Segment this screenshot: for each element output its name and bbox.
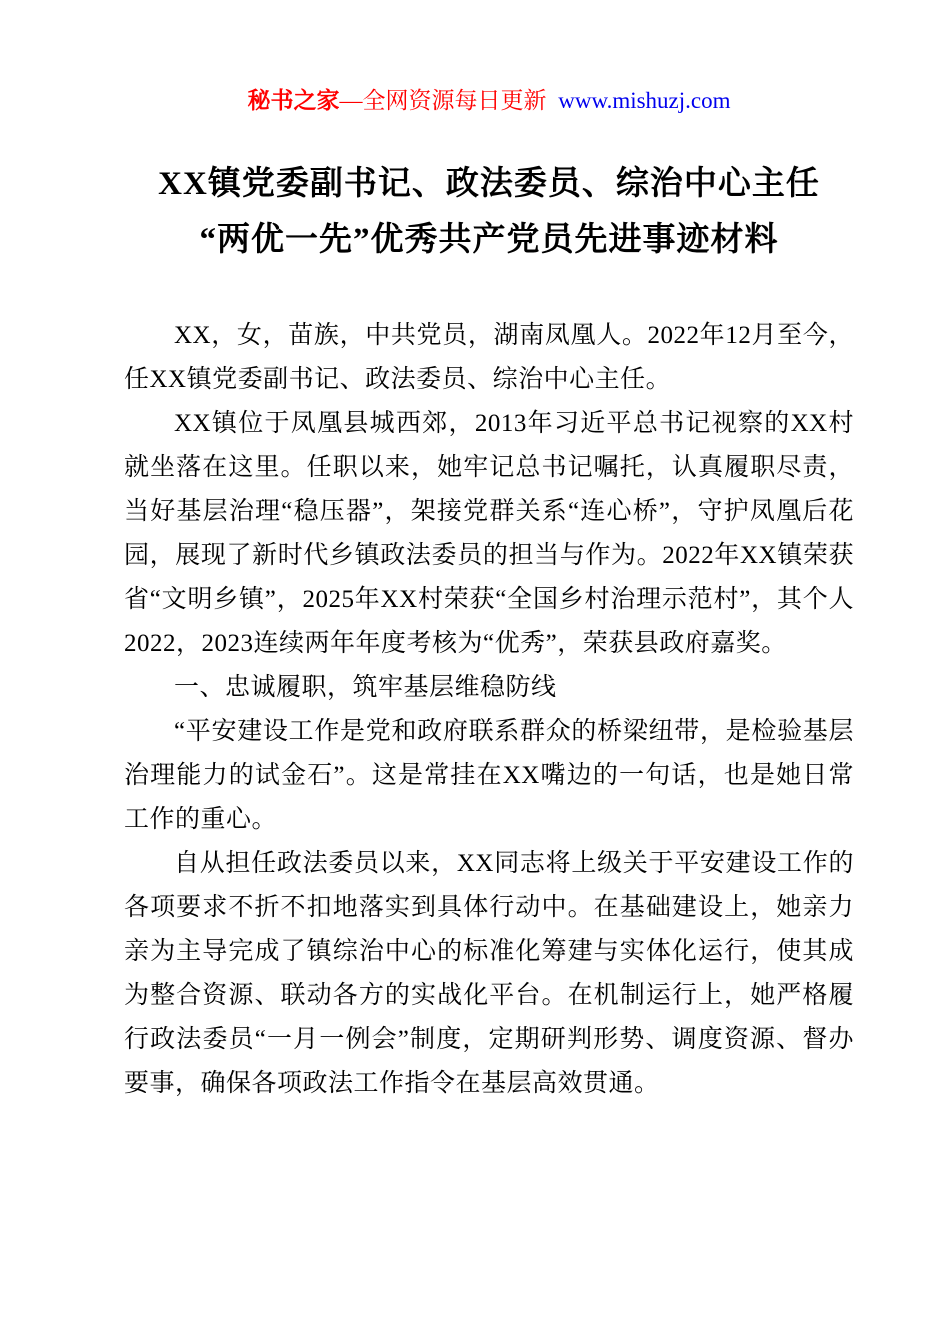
site-name: 秘书之家 — [247, 88, 340, 113]
site-tagline: —全网资源每日更新 — [339, 88, 547, 113]
document-title-line-1: XX镇党委副书记、政法委员、综治中心主任 — [158, 165, 820, 202]
paragraph-detail: 自从担任政法委员以来，XX同志将上级关于平安建设工作的各项要求不折不扣地落实到具体行动中。在基础建设上，她亲力亲为主导完成了镇综治中心的标准化筹建与实体化运行，使其成为整合资源、联动各方的实战化平台。在机制运行上，她严格履行政法委员“一月一例会”制度，定期研判形势、调度资源、督办要事，确保各项政法工作指令在基层高效贯通。 — [124, 850, 854, 1098]
paragraph-overview: XX镇位于凤凰县城西郊，2013年习近平总书记视察的XX村就坐落在这里。任职以来，她牢记总书记嘱托，认真履职尽责，当好基层治理“稳压器”，架接党群关系“连心桥”，守护凤凰后花园，展现了新时代乡镇政法委员的担当与作为。2022年XX镇荣获省“文明乡镇”，2025年XX村荣获“全国乡村治理示范村”，其个人2022，2023连续两年年度考核为“优秀”，荣获县政府嘉奖。 — [124, 410, 854, 658]
paragraph-quote: “平安建设工作是党和政府联系群众的桥梁纽带，是检验基层治理能力的试金石”。这是常挂在XX嘴边的一句话，也是她日常工作的重心。 — [124, 718, 854, 834]
section-heading-1: 一、忠诚履职，筑牢基层维稳防线 — [174, 674, 557, 702]
site-url-link[interactable]: www.mishuzj.com — [558, 88, 731, 113]
document-title-line-2: “两优一先”优秀共产党员先进事迹材料 — [199, 221, 779, 258]
paragraph-intro: XX，女，苗族，中共党员，湖南凤凰人。2022年12月至今，任XX镇党委副书记、政法委员、综治中心主任。 — [124, 322, 854, 394]
document-title — [124, 156, 854, 268]
document-header — [124, 86, 854, 116]
document-body — [124, 314, 854, 1106]
